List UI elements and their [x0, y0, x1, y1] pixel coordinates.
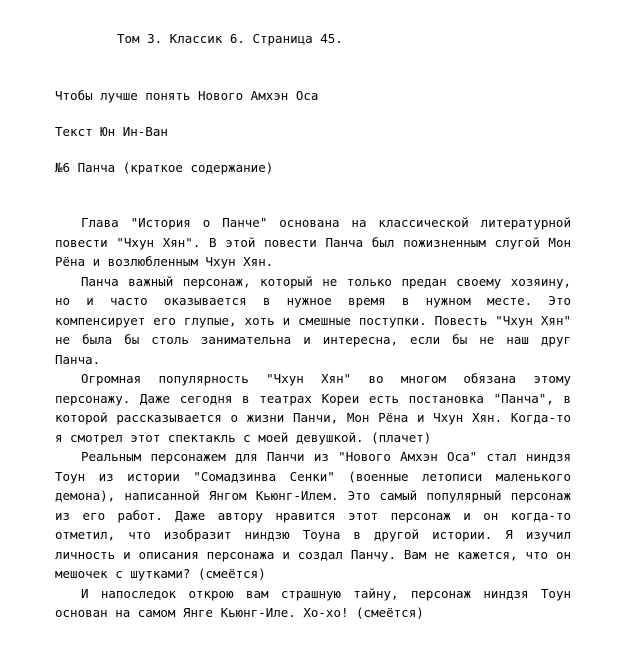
- meta-line-subtitle: Чтобы лучше понять Нового Амхэн Оса: [55, 88, 319, 103]
- page-title: Том 3. Классик 6. Страница 45.: [117, 31, 343, 46]
- meta-line-chapter: №6 Панча (краткое содержание): [55, 160, 274, 175]
- paragraph-2: Панча важный персонаж, который не только предан своему хозяину, но и часто оказывается в нужное время в нужном месте. Это компенсирует его глупые, хоть и смешные поступки. Повесть "Чхун Хян" не была бы столь занимательна и интересна, если бы не наш друг Панча.: [55, 273, 579, 367]
- meta-line-author: Текст Юн Ин-Ван: [55, 124, 168, 139]
- paragraph-3: Огромная популярность "Чхун Хян" во многом обязана этому персонажу. Даже сегодня в театрах Кореи есть постановка "Панча", в которой рассказывается о жизни Панчи, Мон Рёна и Чхун Хян. Когда-то я смотрел этот спектакль с моей девушкой. (плачет): [55, 371, 579, 445]
- paragraph-5: И напоследок открою вам страшную тайну, персонаж ниндзя Тоун основан на самом Янге Кьюнг-Иле. Хо-хо! (смеётся): [55, 585, 579, 620]
- document-meta: [55, 69, 571, 195]
- paragraph-4: Реальным персонажем для Панчи из "Нового Амхэн Оса" стал ниндзя Тоун из истории "Сомадзинва Сенки" (военные летописи маленького демона), написанной Янгом Кьюнг-Илем. Это самый популярный персонаж из его работ. Даже автору нравится этот персонаж и он когда-то отметил, что изобразит ниндзю Тоуна в другой истории. Я изучил личность и описания персонажа и создал Панчу. Вам не кажется, что он мешочек с шутками? (смеётся): [55, 449, 579, 581]
- document-body: [55, 213, 579, 623]
- paragraph-1: Глава "История о Панче" основана на классической литературной повести "Чхун Хян". В этой повести Панча был пожизненным слугой Мон Рёна и возлюбленным Чхун Хян.: [55, 215, 579, 269]
